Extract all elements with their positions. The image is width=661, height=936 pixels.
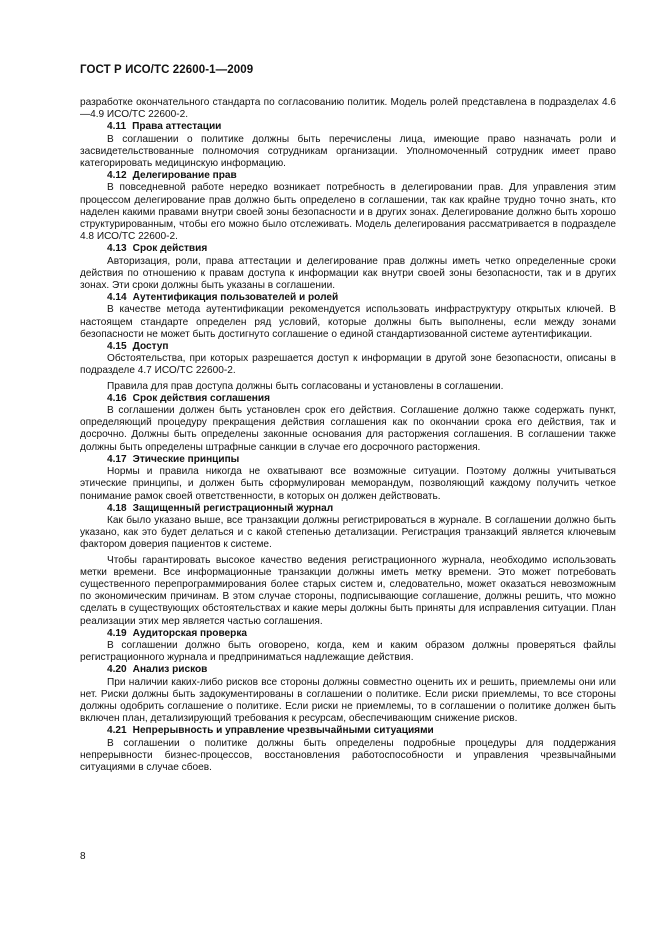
section-number: 4.18 [107,502,127,514]
section-title: Непрерывность и управление чрезвычайными ситуациями [132,725,434,737]
section-title: Защищенный регистрационный журнал [132,502,334,514]
paragraph: В соглашении должно быть оговорено, когда, кем и каким образом должны проверяться файлы регистрационного журнала и предприниматься надлежащие действия. [80,639,616,664]
section-heading [80,503,616,515]
section-title: Доступ [132,341,169,353]
section-number: 4.20 [107,664,127,676]
section-heading [80,341,616,353]
paragraph: В качестве метода аутентификации рекомендуется использовать инфраструктуру открытых ключей. В настоящем стандарте определен ряд условий, которые должны быть выполнены, если между зонами безопасности не может быть достигнуто соглашение о единой стандартизованной системе аутентификации. [80,304,616,340]
paragraph: Обстоятельства, при которых разрешается доступ к информации в другой зоне безопасности, описаны в подразделе 4.7 ИСО/ТС 22600-2. [80,353,616,377]
paragraph: В соглашении должен быть установлен срок его действия. Соглашение должно также содержать пункт, определяющий процедуру прекращения действия соглашения как по окончании срока его действия, так и досрочно. Должны быть определены законные основания для расторжения соглашения. В соглашении также должны быть определены штрафные санкции в случае его досрочного расторжения. [80,405,616,453]
section-title: Права аттестации [132,121,222,133]
paragraph: Как было указано выше, все транзакции должны регистрироваться в журнале. В соглашении должно быть указано, как это будет делаться и с какой степенью детализации. Регистрация транзакций является ключевым фактором доверия пациентов к системе. [80,514,616,551]
section-number: 4.19 [107,627,127,639]
section-number: 4.15 [107,341,127,353]
section-title: Делегирование прав [132,170,237,182]
section-number: 4.11 [107,121,127,133]
section-number: 4.17 [107,453,127,465]
paragraph: Нормы и правила никогда не охватывают все возможные ситуации. Поэтому должны учитываться этические принципы, и должен быть сформулирован меморандум, позволяющий каждому получить четкое понимание рамок своей ответственности, в которых он должен действовать. [80,466,616,502]
section-title: Срок действия [132,243,208,255]
section-heading [80,121,616,133]
paragraph: При наличии каких-либо рисков все стороны должны совместно оценить их и решить, приемлемы они или нет. Риски должны быть задокументированы в соглашении о политике. Если риски приемлемы, то все стороны должны одобрить соглашение о политике. Если риски не приемлемы, то в соглашении о политике должен быть включен план, детализирующий требования к ресурсам, обеспечивающим снижение рисков. [80,676,616,725]
section-heading [80,454,616,466]
paragraph: В соглашении о политике должны быть определены подробные процедуры для поддержания непрерывности бизнес-процессов, восстановления работоспособности и управления чрезвычайными ситуациями в случае сбоев. [80,737,616,773]
paragraph: Чтобы гарантировать высокое качество ведения регистрационного журнала, необходимо использовать метки времени. Все информационные транзакции должны иметь метку времени. Это может потребовать существенного перепрограммирования более старых систем и, следовательно, может оказаться невозможным по экономическим причинам. В этом случае стороны, подписывающие соглашение, должны решить, что можно сделать в существующих обстоятельствах и какие меры должны быть приняты для исправления ситуации. План реализации этих мер является частью соглашения. [80,554,616,627]
section-number: 4.16 [107,392,127,404]
section-title: Аудиторская проверка [132,627,247,639]
section-number: 4.21 [107,725,127,737]
section-number: 4.13 [107,243,127,255]
section-heading [80,393,616,405]
paragraph: Правила для прав доступа должны быть согласованы и установлены в соглашении. [107,380,504,392]
section-title: Анализ рисков [132,664,208,676]
section-title: Срок действия соглашения [132,392,270,404]
section-heading [80,292,616,304]
section-heading [80,170,616,182]
section-heading [80,725,616,737]
page-number: 8 [80,851,86,862]
paragraph: В соглашении о политике должны быть перечислены лица, имеющие право назначать роли и засвидетельствованные полномочия сотрудникам организации. Уполномоченный сотрудник имеет право категорировать медицинскую информацию. [80,133,616,170]
document-header: ГОСТ Р ИСО/ТС 22600-1—2009 [80,64,254,76]
section-title: Этические принципы [132,453,240,465]
paragraph: В повседневной работе нередко возникает потребность в делегировании прав. Для управления этим процессом делегирование прав должно быть определено в соглашении, так как крайне трудно точно знать, кто наделен какими правами внутри своей зоны безопасности и в других зонах. Делегирование должно быть хорошо структурированным, чтобы его можно было отслеживать. Модель делегирования рассматривается в подразделе 4.8 ИСО/ТС 22600-2. [80,182,616,243]
intro-paragraph: разработке окончательного стандарта по согласованию политик. Модель ролей представлена в подразделах 4.6—4.9 ИСО/ТС 22600-2. [80,97,616,121]
paragraph: Авторизация, роли, права аттестации и делегирование прав должны иметь четко определенные сроки действия по отношению к правам доступа к информации как внутри своей зоны безопасности, так и в других зонах. Эти сроки должны быть указаны в соглашении. [80,255,616,292]
section-title: Аутентификация пользователей и ролей [132,292,339,304]
section-heading [80,628,616,640]
section-number: 4.14 [107,292,127,304]
section-heading [80,243,616,255]
section-heading [80,664,616,676]
section-number: 4.12 [107,170,127,182]
document-body [80,97,616,774]
